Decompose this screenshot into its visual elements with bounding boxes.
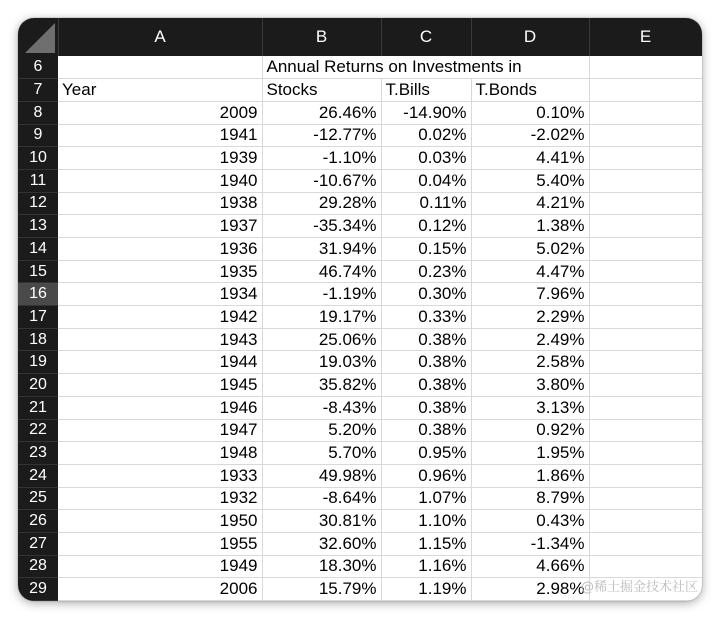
row-header[interactable]: 11 (18, 169, 58, 192)
tbonds-cell[interactable]: 4.21% (471, 192, 589, 215)
year-cell[interactable]: 1955 (58, 532, 262, 555)
table-row (18, 396, 702, 419)
table-row (18, 101, 702, 124)
year-cell[interactable]: 1947 (58, 419, 262, 442)
stocks-cell[interactable]: 18.30% (262, 555, 381, 578)
table-row (18, 328, 702, 351)
spreadsheet-window (18, 18, 702, 601)
table-row (18, 215, 702, 238)
empty-cell-e[interactable] (589, 238, 702, 261)
row-header[interactable]: 6 (18, 56, 58, 79)
tbills-cell[interactable]: 0.23% (381, 260, 471, 283)
row-header[interactable]: 9 (18, 124, 58, 147)
cell-e7[interactable] (589, 79, 702, 102)
table-row (18, 351, 702, 374)
table-row (18, 192, 702, 215)
tbonds-cell[interactable]: 0.92% (471, 419, 589, 442)
row-header[interactable]: 8 (18, 101, 58, 124)
tbills-cell[interactable]: 0.38% (381, 419, 471, 442)
stocks-cell[interactable]: -1.19% (262, 283, 381, 306)
tbonds-cell[interactable]: -2.02% (471, 124, 589, 147)
table-row (18, 510, 702, 533)
watermark: @稀土掘金技术社区 (580, 580, 698, 595)
stocks-cell[interactable]: -35.34% (262, 215, 381, 238)
select-all-triangle-icon (25, 23, 55, 53)
stocks-cell[interactable]: 46.74% (262, 260, 381, 283)
tbills-cell[interactable]: -14.90% (381, 101, 471, 124)
tbills-cell[interactable]: 0.95% (381, 442, 471, 465)
year-cell[interactable]: 1939 (58, 147, 262, 170)
empty-cell-e[interactable] (589, 396, 702, 419)
year-cell[interactable]: 1935 (58, 260, 262, 283)
empty-cell-e[interactable] (589, 328, 702, 351)
empty-cell-e[interactable] (589, 147, 702, 170)
empty-cell-e[interactable] (589, 374, 702, 397)
year-cell[interactable]: 1941 (58, 124, 262, 147)
table-row (18, 260, 702, 283)
tbills-cell[interactable]: 0.15% (381, 238, 471, 261)
tbills-cell[interactable]: 0.30% (381, 283, 471, 306)
empty-cell-e[interactable] (589, 124, 702, 147)
tbills-cell[interactable]: 1.07% (381, 487, 471, 510)
row-header[interactable]: 19 (18, 351, 58, 374)
table-row (18, 487, 702, 510)
row-header[interactable]: 17 (18, 306, 58, 329)
year-cell[interactable]: 1949 (58, 555, 262, 578)
table-row (18, 124, 702, 147)
spreadsheet-grid (18, 18, 702, 601)
tbonds-cell[interactable]: -1.34% (471, 532, 589, 555)
stocks-cell[interactable]: 35.82% (262, 374, 381, 397)
tbonds-cell[interactable]: 0.10% (471, 101, 589, 124)
column-header-c[interactable]: C (381, 18, 471, 56)
year-cell[interactable]: 1943 (58, 328, 262, 351)
tbills-cell[interactable]: 1.16% (381, 555, 471, 578)
empty-cell-e[interactable] (589, 306, 702, 329)
table-title-cell[interactable]: Annual Returns on Investments in (262, 56, 589, 79)
stocks-cell[interactable]: 19.17% (262, 306, 381, 329)
tbills-cell[interactable]: 1.15% (381, 532, 471, 555)
row-header[interactable]: 15 (18, 260, 58, 283)
row-header[interactable]: 18 (18, 328, 58, 351)
tbonds-cell[interactable]: 7.96% (471, 283, 589, 306)
table-row (18, 555, 702, 578)
table-row (18, 306, 702, 329)
grid-body (18, 56, 702, 601)
row-header[interactable]: 28 (18, 555, 58, 578)
empty-cell-e[interactable] (589, 442, 702, 465)
stocks-cell[interactable]: 5.20% (262, 419, 381, 442)
row-header[interactable]: 26 (18, 510, 58, 533)
year-cell[interactable]: 1948 (58, 442, 262, 465)
year-cell[interactable]: 1938 (58, 192, 262, 215)
empty-cell-e[interactable] (589, 532, 702, 555)
row-header[interactable]: 25 (18, 487, 58, 510)
table-row (18, 147, 702, 170)
empty-cell-e[interactable] (589, 101, 702, 124)
tbonds-column-label[interactable]: T.Bonds (471, 79, 589, 102)
row-header[interactable]: 13 (18, 215, 58, 238)
row-header[interactable]: 22 (18, 419, 58, 442)
tbills-cell[interactable]: 0.33% (381, 306, 471, 329)
tbonds-cell[interactable]: 0.43% (471, 510, 589, 533)
year-cell[interactable]: 1946 (58, 396, 262, 419)
stocks-cell[interactable]: 31.94% (262, 238, 381, 261)
row-header[interactable]: 21 (18, 396, 58, 419)
year-cell[interactable]: 1933 (58, 464, 262, 487)
tbills-cell[interactable]: 0.11% (381, 192, 471, 215)
stocks-cell[interactable]: 5.70% (262, 442, 381, 465)
table-row (18, 532, 702, 555)
empty-cell-e[interactable] (589, 215, 702, 238)
year-cell[interactable]: 1936 (58, 238, 262, 261)
year-cell[interactable]: 1944 (58, 351, 262, 374)
year-cell[interactable]: 1934 (58, 283, 262, 306)
tbonds-cell[interactable]: 8.79% (471, 487, 589, 510)
tbills-cell[interactable]: 1.19% (381, 578, 471, 601)
tbonds-cell[interactable]: 1.95% (471, 442, 589, 465)
row-header[interactable]: 14 (18, 238, 58, 261)
stocks-cell[interactable]: 19.03% (262, 351, 381, 374)
tbonds-cell[interactable]: 4.41% (471, 147, 589, 170)
column-header-b[interactable]: B (262, 18, 381, 56)
row-header[interactable]: 10 (18, 147, 58, 170)
stocks-cell[interactable]: 29.28% (262, 192, 381, 215)
tbonds-cell[interactable]: 3.13% (471, 396, 589, 419)
year-cell[interactable]: 1950 (58, 510, 262, 533)
year-cell[interactable]: 2006 (58, 578, 262, 601)
year-cell[interactable]: 1940 (58, 169, 262, 192)
tbonds-cell[interactable]: 2.98% (471, 578, 589, 601)
sheet-row-header-title (18, 56, 702, 79)
stocks-cell[interactable]: 49.98% (262, 464, 381, 487)
table-row (18, 283, 702, 306)
empty-cell-e[interactable] (589, 464, 702, 487)
year-cell[interactable]: 1945 (58, 374, 262, 397)
stocks-cell[interactable]: -8.43% (262, 396, 381, 419)
empty-cell-e[interactable] (589, 260, 702, 283)
row-header[interactable]: 7 (18, 79, 58, 102)
tbonds-cell[interactable]: 2.49% (471, 328, 589, 351)
empty-cell-e[interactable] (589, 510, 702, 533)
tbonds-cell[interactable]: 1.86% (471, 464, 589, 487)
stocks-cell[interactable]: 32.60% (262, 532, 381, 555)
tbills-cell[interactable]: 0.12% (381, 215, 471, 238)
tbills-cell[interactable]: 0.38% (381, 328, 471, 351)
stocks-cell[interactable]: -10.67% (262, 169, 381, 192)
row-header[interactable]: 12 (18, 192, 58, 215)
stocks-column-label[interactable]: Stocks (262, 79, 381, 102)
year-cell[interactable]: 1937 (58, 215, 262, 238)
table-row (18, 169, 702, 192)
tbonds-cell[interactable]: 5.40% (471, 169, 589, 192)
tbonds-cell[interactable]: 4.47% (471, 260, 589, 283)
column-header-e[interactable]: E (589, 18, 702, 56)
stocks-cell[interactable]: -12.77% (262, 124, 381, 147)
table-row (18, 238, 702, 261)
cell-e6[interactable] (589, 56, 702, 79)
stocks-cell[interactable]: -1.10% (262, 147, 381, 170)
empty-cell-e[interactable] (589, 192, 702, 215)
select-all-corner[interactable] (18, 18, 58, 56)
tbills-cell[interactable]: 0.02% (381, 124, 471, 147)
row-header[interactable]: 27 (18, 532, 58, 555)
year-column-label[interactable]: Year (58, 79, 262, 102)
table-row (18, 374, 702, 397)
tbills-cell[interactable]: 0.38% (381, 374, 471, 397)
row-header[interactable]: 20 (18, 374, 58, 397)
tbonds-cell[interactable]: 2.29% (471, 306, 589, 329)
column-header-d[interactable]: D (471, 18, 589, 56)
tbonds-cell[interactable]: 2.58% (471, 351, 589, 374)
column-header-row (18, 18, 702, 56)
stocks-cell[interactable]: 30.81% (262, 510, 381, 533)
stocks-cell[interactable]: 26.46% (262, 101, 381, 124)
stocks-cell[interactable]: -8.64% (262, 487, 381, 510)
empty-cell-e[interactable] (589, 419, 702, 442)
cell-a6[interactable] (58, 56, 262, 79)
empty-cell-e[interactable] (589, 555, 702, 578)
table-row (18, 419, 702, 442)
tbonds-cell[interactable]: 3.80% (471, 374, 589, 397)
tbonds-cell[interactable]: 4.66% (471, 555, 589, 578)
table-row (18, 464, 702, 487)
stocks-cell[interactable]: 25.06% (262, 328, 381, 351)
year-cell[interactable]: 1942 (58, 306, 262, 329)
year-cell[interactable]: 1932 (58, 487, 262, 510)
tbills-cell[interactable]: 0.38% (381, 396, 471, 419)
sheet-row-column-labels (18, 79, 702, 102)
tbills-cell[interactable]: 1.10% (381, 510, 471, 533)
row-header[interactable]: 23 (18, 442, 58, 465)
tbonds-cell[interactable]: 5.02% (471, 238, 589, 261)
empty-cell-e[interactable] (589, 169, 702, 192)
row-header[interactable]: 29 (18, 578, 58, 601)
empty-cell-e[interactable] (589, 351, 702, 374)
column-header-a[interactable]: A (58, 18, 262, 56)
tbonds-cell[interactable]: 1.38% (471, 215, 589, 238)
tbills-cell[interactable]: 0.96% (381, 464, 471, 487)
row-header[interactable]: 16 (18, 283, 58, 306)
empty-cell-e[interactable] (589, 283, 702, 306)
tbills-column-label[interactable]: T.Bills (381, 79, 471, 102)
row-header[interactable]: 24 (18, 464, 58, 487)
year-cell[interactable]: 2009 (58, 101, 262, 124)
table-row (18, 442, 702, 465)
tbills-cell[interactable]: 0.38% (381, 351, 471, 374)
empty-cell-e[interactable] (589, 487, 702, 510)
stocks-cell[interactable]: 15.79% (262, 578, 381, 601)
tbills-cell[interactable]: 0.04% (381, 169, 471, 192)
tbills-cell[interactable]: 0.03% (381, 147, 471, 170)
